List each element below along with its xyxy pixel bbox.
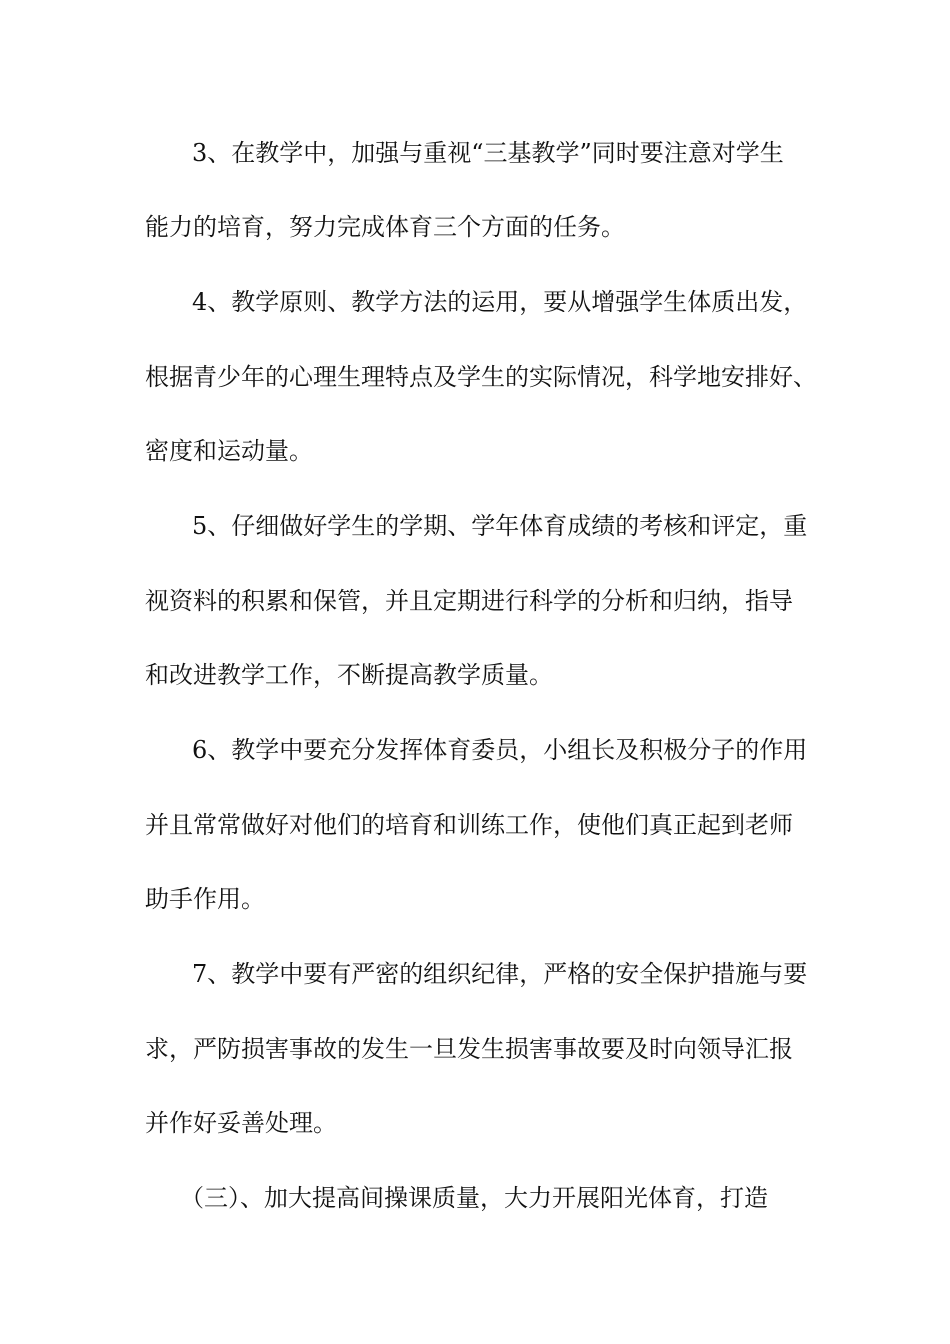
paragraph-3-line-1: 3、在教学中，加强与重视“三基教学”同时要注意对学生 bbox=[192, 139, 784, 167]
paragraph-7-line-2: 求，严防损害事故的发生一旦发生损害事故要及时向领导汇报 bbox=[145, 1035, 793, 1063]
paragraph-4-line-3: 密度和运动量。 bbox=[145, 437, 313, 465]
paragraph-3-line-2: 能力的培育，努力完成体育三个方面的任务。 bbox=[145, 213, 625, 241]
paragraph-5-line-3: 和改进教学工作，不断提高教学质量。 bbox=[145, 661, 553, 689]
paragraph-6-line-1: 6、教学中要充分发挥体育委员，小组长及积极分子的作用 bbox=[192, 736, 808, 764]
paragraph-7-line-1: 7、教学中要有严密的组织纪律，严格的安全保护措施与要 bbox=[192, 960, 808, 988]
paragraph-4-line-2: 根据青少年的心理生理特点及学生的实际情况，科学地安排好、 bbox=[145, 363, 817, 391]
paragraph-6-line-2: 并且常常做好对他们的培育和训练工作，使他们真正起到老师 bbox=[145, 811, 793, 839]
paragraph-7-line-3: 并作好妥善处理。 bbox=[145, 1109, 337, 1137]
section-3-heading-line: （三）、加大提高间操课质量，大力开展阳光体育，打造 bbox=[180, 1184, 768, 1212]
paragraph-4-line-1: 4、教学原则、教学方法的运用，要从增强学生体质出发， bbox=[192, 288, 808, 316]
paragraph-6-line-3: 助手作用。 bbox=[145, 885, 265, 913]
paragraph-5-line-1: 5、仔细做好学生的学期、学年体育成绩的考核和评定，重 bbox=[192, 512, 808, 540]
paragraph-5-line-2: 视资料的积累和保管，并且定期进行科学的分析和归纳，指导 bbox=[145, 587, 793, 615]
